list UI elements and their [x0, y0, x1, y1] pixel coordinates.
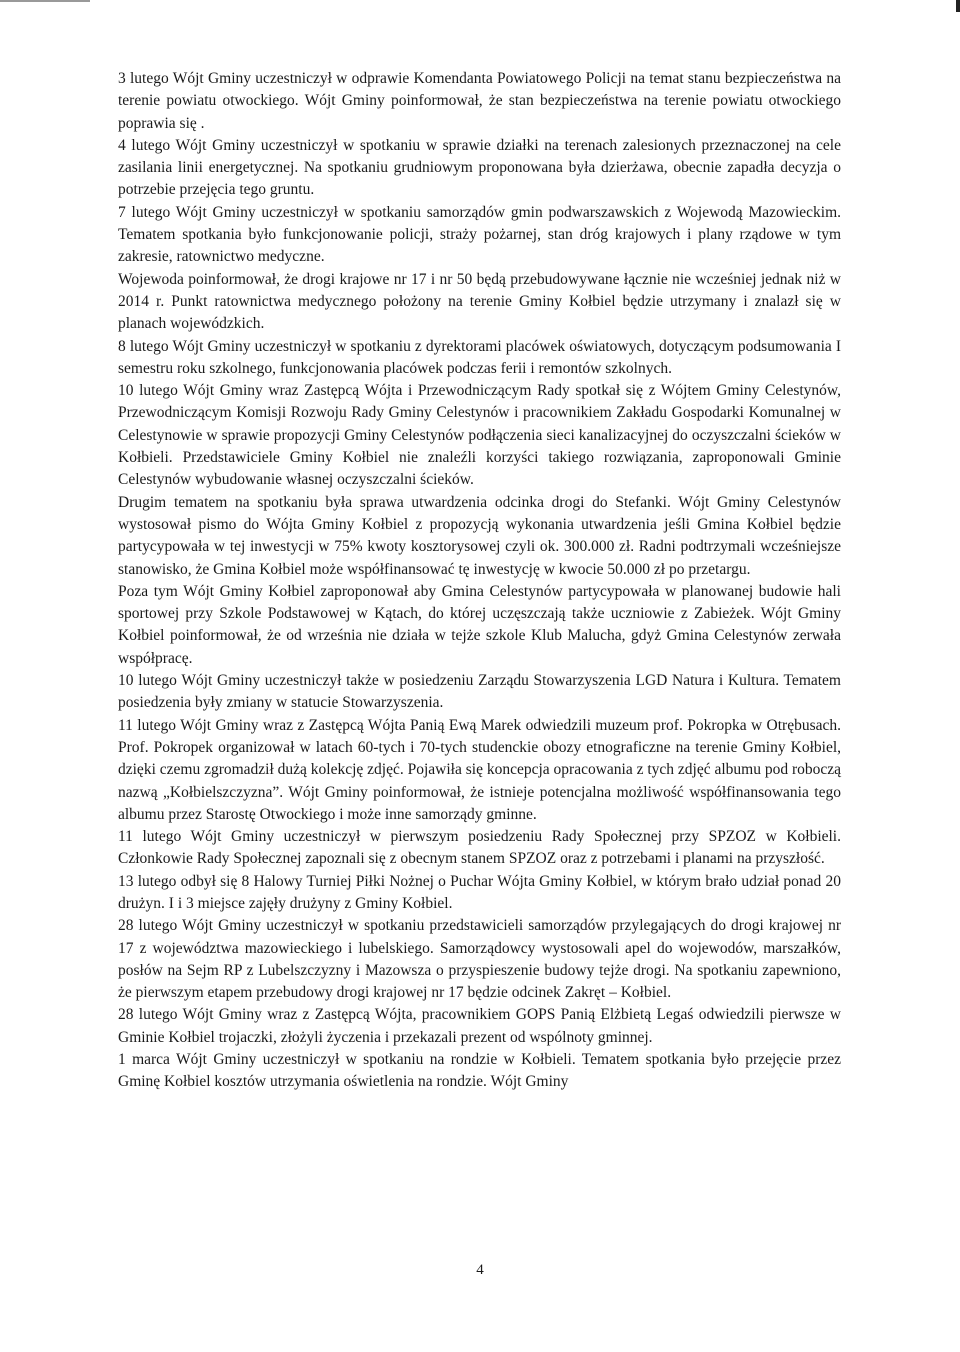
- scan-edge-mark: [0, 0, 90, 2]
- paragraph: 10 lutego Wójt Gminy wraz Zastępcą Wójta i Przewodniczącym Rady spotkał się z Wójtem Gminy Celestynów, Przewodniczącym Komisji Rozwoju Rady Gminy Celestynów i pracownikiem Zakładu Gospodarki Komunalnej w Celestynowie w sprawie propozycji Gminy Celestynów podłączenia sieci kanalizacyjnej do oczyszczalni ścieków w Kołbieli. Przedstawiciele Gminy Kołbiel nie znaleźli korzyści takiego rozwiązania, zaproponowali Gminie Celestynów wybudowanie własnej oczyszczalni ścieków.: [118, 382, 841, 489]
- paragraph: 11 lutego Wójt Gminy uczestniczył w pierwszym posiedzeniu Rady Społecznej przy SPZOZ w Kołbieli. Członkowie Rady Społecznej zapoznali się z obecnym stanem SPZOZ oraz z potrzebami i planami na przyszłość.: [118, 828, 841, 868]
- paragraph: 8 lutego Wójt Gminy uczestniczył w spotkaniu z dyrektorami placówek oświatowych, dotyczącym podsumowania I semestru roku szkolnego, funkcjonowania placówek podczas ferii i remontów szkolnych.: [118, 337, 841, 377]
- paragraph: 10 lutego Wójt Gminy uczestniczył także w posiedzeniu Zarządu Stowarzyszenia LGD Natura i Kultura. Tematem posiedzenia były zmiany w statucie Stowarzyszenia.: [118, 672, 841, 712]
- paragraph: 1 marca Wójt Gminy uczestniczył w spotkaniu na rondzie w Kołbieli. Tematem spotkania było przejęcie przez Gminę Kołbiel kosztów utrzymania oświetlenia na rondzie. Wójt Gminy: [118, 1051, 841, 1091]
- paragraph: Wojewoda poinformował, że drogi krajowe nr 17 i nr 50 będą przebudowywane łącznie nie wcześniej jednak niż w 2014 r. Punkt ratownictwa medycznego położony na terenie Gminy Kołbiel będzie utrzymany i znalazł się w planach wojewódzkich.: [118, 270, 841, 333]
- paragraph: 28 lutego Wójt Gminy wraz z Zastępcą Wójta, pracownikiem GOPS Panią Elżbietą Legaś odwiedzili pierwsze w Gminie Kołbiel trojaczki, złożyli życzenia i przekazali prezent od wspólnoty gminnej.: [118, 1006, 841, 1046]
- document-body: [118, 68, 841, 1094]
- paragraph: 11 lutego Wójt Gminy wraz z Zastępcą Wójta Panią Ewą Marek odwiedzili muzeum prof. Pokropka w Otrębusach. Prof. Pokropek organizował w latach 60-tych i 70-tych studenckie obozy etnograficzne na terenie Gminy Kołbiel, dzięki czemu zgromadził dużą kolekcję zdjęć. Pojawiła się koncepcja opracowania z tych zdjęć albumu pod roboczą nazwą „Kołbielszczyzna”. Wójt Gminy poinformował, że istnieje potencjalna możliwość współfinansowania tego albumu przez Starostę Otwockiego i może inne samorządy gminne.: [118, 716, 842, 823]
- paragraph: Poza tym Wójt Gminy Kołbiel zaproponował aby Gmina Celestynów partycypowała w planowanej budowie hali sportowej przy Szkole Podstawowej w Kątach, do której uczęszczają także uczniowie z Zabieżek. Wójt Gminy Kołbiel poinformował, że od września nie działa w tejże szkole Klub Malucha, gdyż Gmina Celestynów zerwała współpracę.: [118, 582, 841, 667]
- paragraph: 7 lutego Wójt Gminy uczestniczył w spotkaniu samorządów gmin podwarszawskich z Wojewodą Mazowieckim. Tematem spotkania było funkcjonowanie policji, straży pożarnej, stan dróg krajowych i plany rządowe w tym zakresie, ratownictwo medyczne.: [118, 203, 841, 266]
- scan-edge-mark: [956, 0, 960, 12]
- paragraph: 28 lutego Wójt Gminy uczestniczył w spotkaniu przedstawicieli samorządów przylegających do drogi krajowej nr 17 z województwa mazowieckiego i lubelskiego. Samorządowcy wystosowali apel do wojewodów, marszałków, posłów na Sejm RP z Lubelszczyzny i Mazowsza o przyspieszenie budowy tejże drogi. Na spotkaniu zapewniono, że pierwszym etapem przebudowy drogi krajowej nr 17 będzie odcinek Zakręt – Kołbiel.: [118, 917, 841, 1002]
- paragraph: 4 lutego Wójt Gminy uczestniczył w spotkaniu w sprawie działki na terenach zalesionych przeznaczonej na cele zasilania linii energetycznej. Na spotkaniu grudniowym proponowana była dzierżawa, obecnie zapadła decyzja o potrzebie przejęcia tego gruntu.: [118, 136, 841, 199]
- page-number: 4: [476, 1262, 484, 1278]
- paragraph: Drugim tematem na spotkaniu była sprawa utwardzenia odcinka drogi do Stefanki. Wójt Gminy Celestynów wystosował pismo do Wójta Gminy Kołbiel z propozycją wykonania utwardzenia jeśli Gmina Kołbiel będzie partycypowała w tej inwestycji w 75% kwoty kosztorysowej czyli ok. 300.000 zł. Radni podtrzymali wcześniejsze stanowisko, że Gmina Kołbiel może współfinansować tę inwestycję w kwocie 50.000 zł po przetargu.: [118, 493, 841, 578]
- paragraph: 3 lutego Wójt Gminy uczestniczył w odprawie Komendanta Powiatowego Policji na temat stanu bezpieczeństwa na terenie powiatu otwockiego. Wójt Gminy poinformował, że stan bezpieczeństwa na terenie powiatu otwockiego poprawia się .: [118, 70, 841, 132]
- paragraph: 13 lutego odbył się 8 Halowy Turniej Piłki Nożnej o Puchar Wójta Gminy Kołbiel, w którym brało udział ponad 20 drużyn. I i 3 miejsce zajęły drużyny z Gminy Kołbiel.: [118, 872, 841, 912]
